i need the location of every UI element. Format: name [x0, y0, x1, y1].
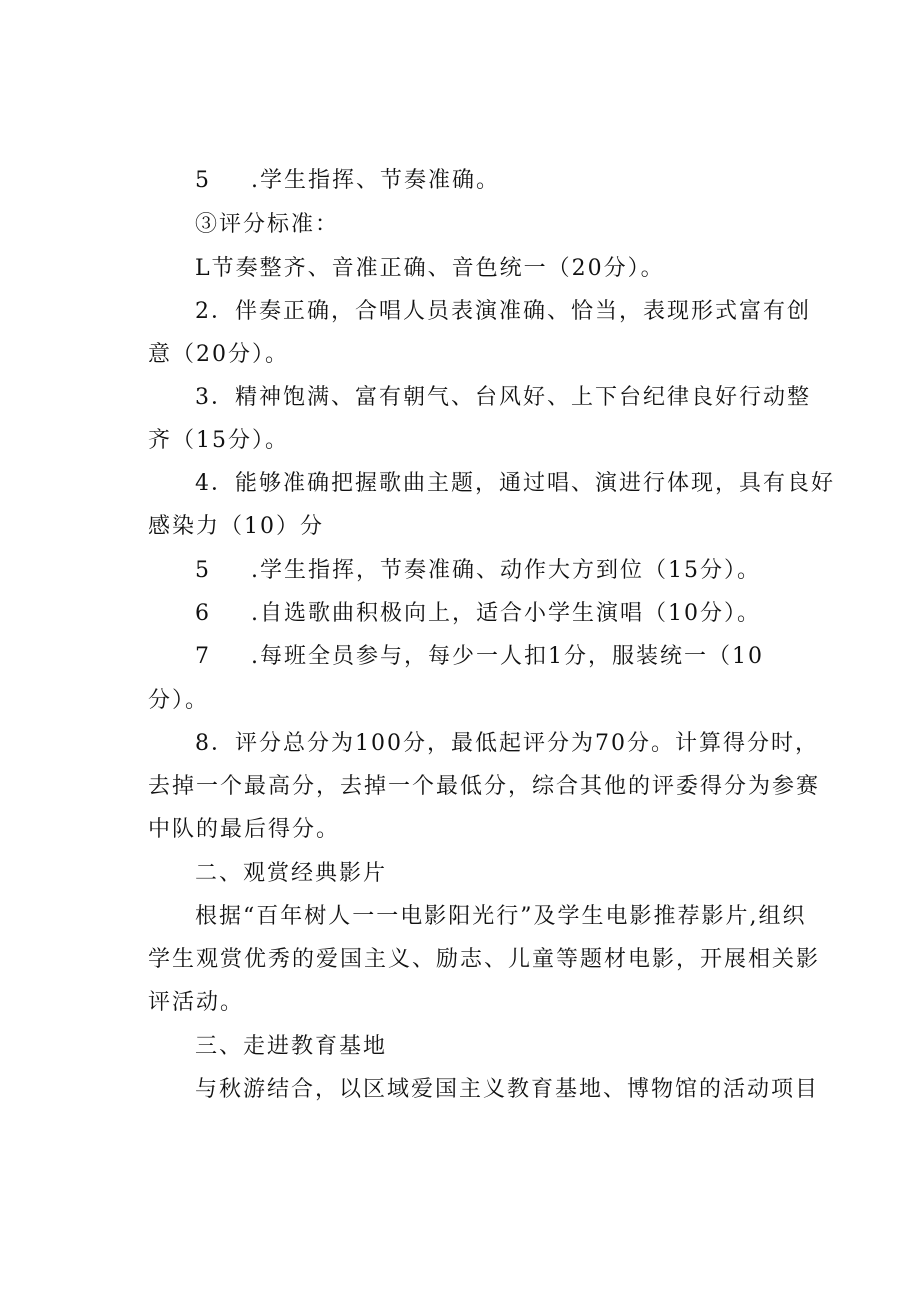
criteria-item-6	[195, 599, 761, 629]
criteria-item-1: L节奏整齐、音准正确、音色统一（20分）。	[195, 256, 665, 281]
criteria-item-8-continued-1: 去掉一个最高分，去掉一个最低分，综合其他的评委得分为参赛	[148, 774, 821, 799]
list-number: 5	[195, 168, 211, 193]
section-heading-education-base: 三、走进教育基地	[195, 1034, 388, 1059]
criteria-item-8-continued-2: 中队的最后得分。	[148, 817, 341, 842]
list-number: 5	[195, 558, 211, 583]
films-paragraph-line-2: 学生观赏优秀的爱国主义、励志、儿童等题材电影，开展相关影	[148, 947, 821, 972]
line-text: .每班全员参与，每少一人扣1分，服装统一（10	[251, 644, 764, 669]
films-paragraph-line-3: 评活动。	[148, 990, 245, 1015]
criteria-item-3: 3．精神饱满、富有朝气、台风好、上下台纪律良好行动整	[195, 385, 811, 410]
films-paragraph-line-1: 根据“百年树人一一电影阳光行”及学生电影推荐影片,组织	[195, 904, 807, 929]
criteria-item-4-continued: 感染力（10）分	[148, 514, 324, 539]
criteria-item-7-continued: 分）。	[148, 688, 210, 713]
line-text: .学生指挥、节奏准确。	[251, 168, 500, 193]
criteria-item-2-continued: 意（20分）。	[148, 342, 289, 367]
line-text: .自选歌曲积极向上，适合小学生演唱（10分）。	[251, 601, 761, 626]
list-number: 7	[195, 644, 211, 669]
education-paragraph-line-1: 与秋游结合，以区域爱国主义教育基地、博物馆的活动项目	[195, 1077, 820, 1102]
section-heading-scoring-criteria: ③评分标准：	[195, 212, 340, 237]
criteria-item-8: 8．评分总分为100分，最低起评分为70分。计算得分时，	[195, 731, 819, 756]
list-number: 6	[195, 601, 211, 626]
criteria-item-3-continued: 齐（15分）。	[148, 428, 289, 453]
criteria-item-4: 4．能够准确把握歌曲主题，通过唱、演进行体现，具有良好	[195, 471, 835, 496]
line-text: .学生指挥，节奏准确、动作大方到位（15分）。	[251, 558, 761, 583]
criteria-item-5	[195, 556, 761, 586]
criteria-item-2: 2．伴奏正确，合唱人员表演准确、恰当，表现形式富有创	[195, 299, 811, 324]
criteria-item-7	[195, 642, 764, 672]
section-heading-classic-films: 二、观赏经典影片	[195, 861, 388, 886]
list-item-5-rhythm	[195, 166, 500, 196]
